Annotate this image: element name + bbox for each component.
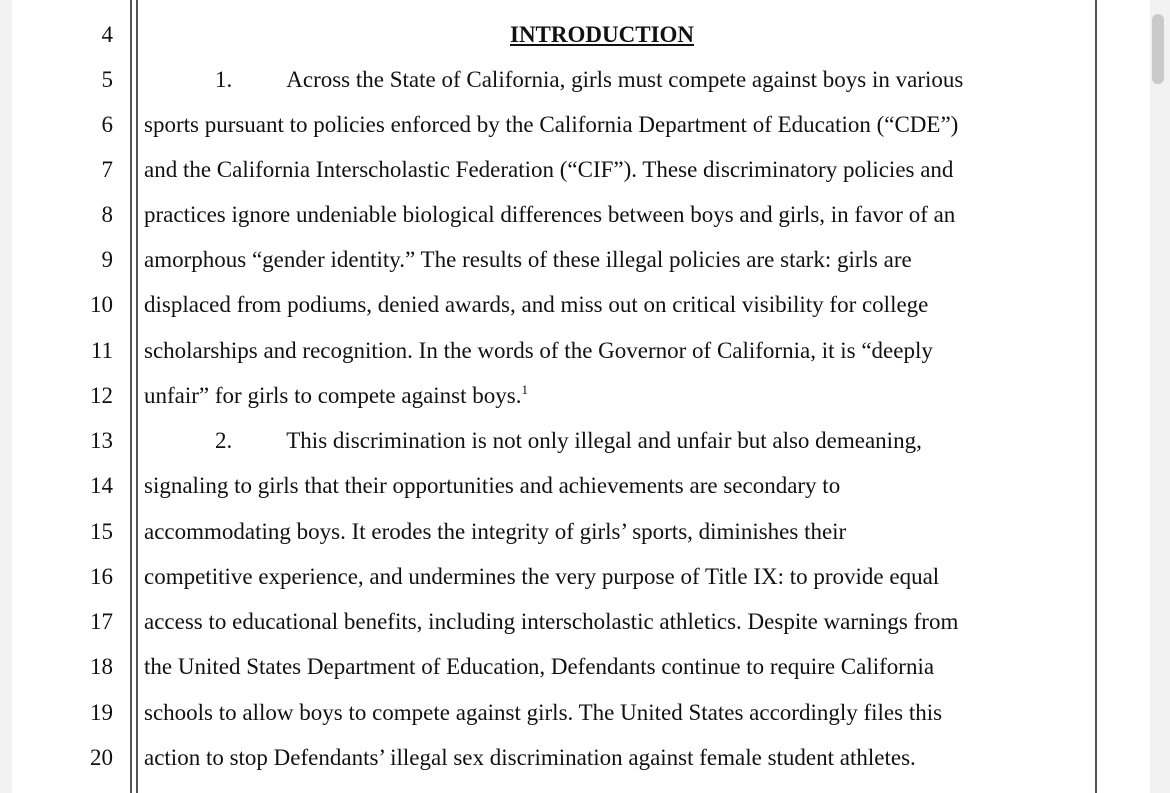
paragraph-text: action to stop Defendants’ illegal sex discrimination against female student athletes. — [144, 745, 916, 770]
line-number: 11 — [90, 338, 113, 363]
paragraph-line — [215, 65, 963, 95]
pleading-line — [12, 242, 1150, 287]
pleading-line — [12, 423, 1150, 468]
line-number: 7 — [101, 157, 113, 182]
line-number: 4 — [101, 22, 113, 47]
pleading-line — [12, 649, 1150, 694]
line-number: 19 — [90, 700, 113, 725]
line-number: 15 — [90, 519, 113, 544]
pleading-line — [12, 152, 1150, 197]
document-page — [12, 0, 1150, 793]
line-number: 17 — [90, 609, 113, 634]
paragraph-number: 1. — [215, 67, 233, 92]
paragraph-text: schools to allow boys to compete against girls. The United States accordingly files this — [144, 700, 943, 725]
paragraph-number: 2. — [215, 428, 233, 453]
paragraph-text: unfair” for girls to compete against boys. — [144, 383, 522, 408]
section-heading: INTRODUCTION — [510, 22, 695, 47]
pleading-line — [12, 287, 1150, 332]
paragraph-line — [144, 381, 528, 411]
paragraph-text: and the California Interscholastic Federation (“CIF”). These discriminatory policies and — [144, 157, 954, 182]
paragraph-text: accommodating boys. It erodes the integrity of girls’ sports, diminishes their — [144, 519, 847, 544]
pleading-line — [12, 559, 1150, 604]
paragraph-text: signaling to girls that their opportunities and achievements are secondary to — [144, 473, 841, 498]
line-number: 14 — [90, 473, 113, 498]
pleading-line — [12, 107, 1150, 152]
pleading-line — [12, 468, 1150, 513]
pleading-line — [12, 333, 1150, 378]
line-number: 5 — [101, 67, 113, 92]
pleading-line — [12, 17, 1150, 62]
paragraph-text: Across the State of California, girls must compete against boys in various — [286, 67, 964, 92]
pleading-line — [12, 604, 1150, 649]
paragraph-text: displaced from podiums, denied awards, and miss out on critical visibility for college — [144, 292, 929, 317]
paragraph-text: practices ignore undeniable biological differences between boys and girls, in favor of an — [144, 202, 956, 227]
line-number: 12 — [90, 383, 113, 408]
line-number: 8 — [101, 202, 113, 227]
line-number: 16 — [90, 564, 113, 589]
pleading-line — [12, 62, 1150, 107]
paragraph-text: This discrimination is not only illegal and unfair but also demeaning, — [286, 428, 922, 453]
line-number: 20 — [90, 745, 113, 770]
footnote-marker[interactable]: 1 — [521, 382, 528, 397]
line-number: 13 — [90, 428, 113, 453]
pleading-line — [12, 378, 1150, 423]
pleading-line — [12, 514, 1150, 559]
paragraph-text: sports pursuant to policies enforced by the California Department of Education (“CDE”) — [144, 112, 959, 137]
paragraph-line — [215, 426, 922, 456]
pleading-line — [12, 695, 1150, 740]
line-number: 6 — [101, 112, 113, 137]
line-number: 18 — [90, 654, 113, 679]
paragraph-text: amorphous “gender identity.” The results of these illegal policies are stark: girls are — [144, 247, 912, 272]
paragraph-text: scholarships and recognition. In the words of the Governor of California, it is “deeply — [144, 338, 933, 363]
paragraph-text: competitive experience, and undermines the very purpose of Title IX: to provide equal — [144, 564, 940, 589]
pleading-line — [12, 197, 1150, 242]
line-number: 10 — [90, 292, 113, 317]
pleading-line — [12, 740, 1150, 785]
paragraph-text: the United States Department of Education, Defendants continue to require California — [144, 654, 935, 679]
line-number: 9 — [101, 247, 113, 272]
vertical-scrollbar[interactable] — [1152, 14, 1164, 84]
paragraph-text: access to educational benefits, including interscholastic athletics. Despite warnings from — [144, 609, 959, 634]
